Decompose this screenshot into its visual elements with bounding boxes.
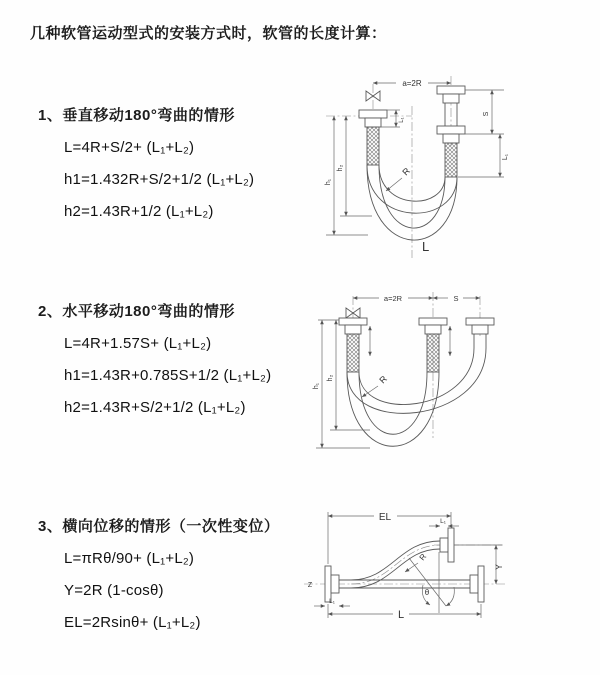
section-3 (38, 517, 279, 633)
section-2-formula-h2: h2=1.43R+S/2+1/2 (L₁+L₂) (64, 399, 246, 416)
hose-loops (347, 348, 486, 446)
diagram-vertical-180-bend (310, 70, 592, 262)
centerlines (353, 292, 480, 438)
centerlines (326, 76, 451, 258)
dim-h2-label: h₂ (337, 164, 344, 172)
dim-radius (386, 165, 412, 191)
dim-l1-top (429, 518, 459, 526)
radius-label: R (400, 165, 413, 178)
left-flange (325, 566, 339, 602)
dim-s-label: S (483, 111, 490, 117)
right-pipe-assembly (437, 86, 465, 177)
axis-mark: Z (307, 582, 313, 589)
diagram-horizontal-180-bend (310, 286, 598, 472)
section-2-formula-L: L=4R+1.57S+ (L₁+L₂) (64, 335, 212, 352)
radius-construction (409, 552, 454, 613)
dim-h1-label: h₁ (313, 382, 320, 390)
section-1-heading: 1、垂直移动180°弯曲的情形 (38, 107, 235, 124)
dim-l1-left (314, 598, 350, 606)
fixed-pipe-assembly (339, 318, 367, 372)
moving-pipe-position-2 (466, 318, 494, 348)
section-3-heading: 3、横向位移的情形（一次性变位） (38, 518, 280, 535)
dim-a-2r-label: a=2R (402, 79, 422, 88)
section-2-formula-h1: h1=1.43R+0.785S+1/2 (L₁+L₂) (64, 367, 272, 384)
section-3-formula-EL: EL=2Rsinθ+ (L₁+L₂) (64, 614, 201, 631)
radius-label: R (377, 373, 390, 386)
dim-y-label: Y (494, 563, 504, 571)
right-flange (470, 566, 484, 602)
left-pipe-assembly (359, 110, 387, 165)
dim-el (328, 512, 451, 564)
dim-s (433, 294, 480, 303)
dim-l1-left-label: L₁ (329, 598, 335, 605)
dim-l1-top-label: L₁ (440, 518, 446, 525)
moving-pipe-position-1 (419, 318, 447, 372)
dim-h1-label: h₁ (325, 178, 332, 186)
page-title: 几种软管运动型式的安装方式时，软管的长度计算： (30, 25, 387, 42)
section-2-heading: 2、水平移动180°弯曲的情形 (38, 303, 235, 320)
dim-s-label: S (453, 294, 459, 303)
dim-l1-right (500, 134, 509, 177)
dim-a-2r (353, 294, 433, 303)
section-3-formula-L: L=πRθ/90+ (L₁+L₂) (64, 550, 195, 567)
radius-label: R (417, 552, 429, 563)
length-label: L (422, 239, 430, 254)
dim-radius (362, 373, 389, 397)
dim-a-2r-label: a=2R (383, 294, 403, 303)
section-1-formula-L: L=4R+S/2+ (L₁+L₂) (64, 139, 195, 156)
angle-label: θ (424, 588, 430, 597)
dim-l-label: L (397, 609, 405, 621)
section-2 (38, 302, 271, 418)
dim-h2-label: h₂ (327, 374, 334, 382)
dim-l1-left-label: L₁ (399, 117, 405, 123)
section-1-formula-h2: h2=1.43R+1/2 (L₁+L₂) (64, 203, 214, 220)
section-3-formula-Y: Y=2R (1-cosθ) (64, 582, 164, 599)
displaced-flange (440, 528, 454, 562)
dim-l1-right-label: L₁ (502, 153, 509, 161)
section-1 (38, 106, 254, 222)
section-1-formula-h1: h1=1.432R+S/2+1/2 (L₁+L₂) (64, 171, 255, 188)
dim-el-label: EL (378, 512, 392, 523)
diagram-lateral-displacement (296, 502, 598, 644)
dim-l (328, 604, 481, 621)
dim-h1 (325, 116, 368, 235)
